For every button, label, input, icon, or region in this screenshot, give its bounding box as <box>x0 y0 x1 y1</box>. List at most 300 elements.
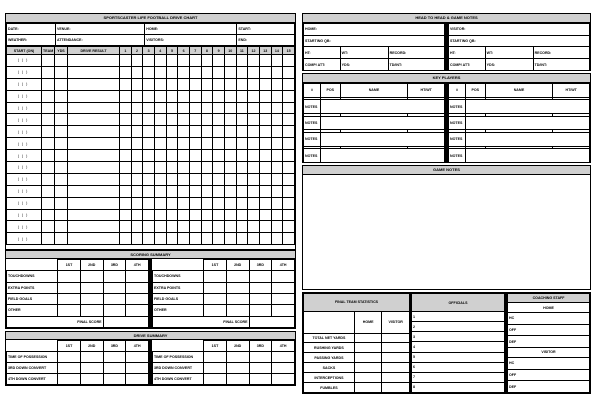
summary-cell[interactable] <box>58 293 81 304</box>
h2h-home-ht-field[interactable]: HT: <box>304 47 341 59</box>
drive-cell[interactable] <box>178 126 190 138</box>
final-stat-visitor-cell[interactable] <box>382 343 410 353</box>
drive-cell[interactable] <box>68 55 120 67</box>
drive-cell[interactable] <box>178 114 190 126</box>
drive-cell[interactable] <box>131 233 143 245</box>
drive-cell[interactable] <box>248 102 260 114</box>
drive-cell[interactable] <box>236 197 248 209</box>
drive-start-cell[interactable] <box>7 197 42 209</box>
drive-start-cell[interactable] <box>7 209 42 221</box>
drive-cell[interactable] <box>236 55 248 67</box>
drive-cell[interactable] <box>120 138 132 150</box>
drive-cell[interactable] <box>283 114 295 126</box>
h2h-visitor-yds-field[interactable]: YDS: <box>485 59 533 71</box>
final-stat-home-cell[interactable] <box>354 343 382 353</box>
drive-cell[interactable] <box>201 78 213 90</box>
drive-cell[interactable] <box>166 150 178 162</box>
summary-cell[interactable] <box>103 271 126 282</box>
drive-cell[interactable] <box>213 114 225 126</box>
drive-cell[interactable] <box>248 233 260 245</box>
drive-cell[interactable] <box>131 78 143 90</box>
attendance-field[interactable]: ATTENDANCE: <box>55 35 144 46</box>
final-stat-visitor-cell[interactable] <box>382 383 410 393</box>
drive-start-cell[interactable] <box>7 90 42 102</box>
drive-cell[interactable] <box>283 209 295 221</box>
drive-start-cell[interactable] <box>7 114 42 126</box>
h2h-visitor-tdint-field[interactable]: TD/INT: <box>533 59 589 71</box>
drive-cell[interactable] <box>236 126 248 138</box>
official-cell[interactable]: 8 <box>412 382 505 392</box>
drive-cell[interactable] <box>283 185 295 197</box>
h2h-home-qb-field[interactable]: STARTING QB: <box>304 35 445 47</box>
drive-cell[interactable] <box>166 162 178 174</box>
drive-cell[interactable] <box>143 138 155 150</box>
drive-cell[interactable] <box>189 221 201 233</box>
summary-cell[interactable] <box>103 305 126 316</box>
drive-cell[interactable] <box>143 66 155 78</box>
drive-cell[interactable] <box>42 138 55 150</box>
drive-start-cell[interactable] <box>7 173 42 185</box>
drive-cell[interactable] <box>120 150 132 162</box>
drive-cell[interactable] <box>120 78 132 90</box>
summary-cell[interactable] <box>126 363 149 374</box>
drive-cell[interactable] <box>55 233 68 245</box>
summary-cell[interactable] <box>272 363 295 374</box>
summary-cell[interactable] <box>226 293 249 304</box>
drive-cell[interactable] <box>224 78 236 90</box>
drive-cell[interactable] <box>201 55 213 67</box>
drive-cell[interactable] <box>283 233 295 245</box>
drive-cell[interactable] <box>42 90 55 102</box>
drive-cell[interactable] <box>154 102 166 114</box>
summary-cell[interactable] <box>249 363 272 374</box>
player-notes-cell[interactable] <box>465 100 589 114</box>
final-stat-visitor-cell[interactable] <box>382 333 410 343</box>
drive-cell[interactable] <box>201 185 213 197</box>
summary-cell[interactable] <box>58 352 81 363</box>
drive-cell[interactable] <box>143 209 155 221</box>
drive-cell[interactable] <box>248 114 260 126</box>
h2h-visitor-comp-field[interactable]: COMP/ ATT: <box>448 59 485 71</box>
drive-cell[interactable] <box>42 173 55 185</box>
drive-cell[interactable] <box>42 221 55 233</box>
drive-cell[interactable] <box>189 233 201 245</box>
drive-cell[interactable] <box>224 114 236 126</box>
drive-cell[interactable] <box>42 197 55 209</box>
drive-cell[interactable] <box>166 221 178 233</box>
summary-cell[interactable] <box>249 282 272 293</box>
drive-cell[interactable] <box>236 173 248 185</box>
summary-cell[interactable] <box>126 293 149 304</box>
drive-cell[interactable] <box>259 150 271 162</box>
final-stat-home-cell[interactable] <box>354 383 382 393</box>
h2h-home-field[interactable]: HOME: <box>304 24 445 36</box>
drive-cell[interactable] <box>224 162 236 174</box>
drive-cell[interactable] <box>178 162 190 174</box>
drive-cell[interactable] <box>248 185 260 197</box>
drive-cell[interactable] <box>224 66 236 78</box>
drive-cell[interactable] <box>120 173 132 185</box>
drive-cell[interactable] <box>55 126 68 138</box>
drive-cell[interactable] <box>213 78 225 90</box>
player-notes-cell[interactable] <box>320 149 444 163</box>
official-cell[interactable]: 1 <box>412 312 505 322</box>
drive-cell[interactable] <box>236 138 248 150</box>
drive-cell[interactable] <box>213 102 225 114</box>
summary-cell[interactable] <box>204 352 227 363</box>
drive-cell[interactable] <box>166 209 178 221</box>
drive-cell[interactable] <box>271 102 283 114</box>
summary-cell[interactable] <box>103 363 126 374</box>
drive-start-cell[interactable] <box>7 185 42 197</box>
drive-cell[interactable] <box>131 114 143 126</box>
drive-cell[interactable] <box>283 126 295 138</box>
drive-cell[interactable] <box>120 221 132 233</box>
player-notes-cell[interactable] <box>320 100 444 114</box>
h2h-home-record-field[interactable]: RECORD: <box>388 47 444 59</box>
drive-cell[interactable] <box>143 197 155 209</box>
drive-cell[interactable] <box>201 221 213 233</box>
drive-cell[interactable] <box>189 197 201 209</box>
drive-cell[interactable] <box>143 90 155 102</box>
drive-cell[interactable] <box>236 162 248 174</box>
drive-cell[interactable] <box>68 102 120 114</box>
coaching-visitor-hc[interactable]: HC <box>508 357 590 369</box>
date-field[interactable]: DATE: <box>7 24 56 35</box>
official-cell[interactable]: 4 <box>412 342 505 352</box>
summary-cell[interactable] <box>80 363 103 374</box>
drive-cell[interactable] <box>178 233 190 245</box>
drive-cell[interactable] <box>131 55 143 67</box>
drive-cell[interactable] <box>120 114 132 126</box>
drive-cell[interactable] <box>271 209 283 221</box>
drive-cell[interactable] <box>131 138 143 150</box>
drive-cell[interactable] <box>166 138 178 150</box>
summary-cell[interactable] <box>272 293 295 304</box>
drive-cell[interactable] <box>201 150 213 162</box>
summary-cell[interactable] <box>58 271 81 282</box>
official-cell[interactable]: 2 <box>412 322 505 332</box>
venue-field[interactable]: VENUE: <box>55 24 144 35</box>
drive-cell[interactable] <box>283 55 295 67</box>
drive-cell[interactable] <box>189 138 201 150</box>
weather-field[interactable]: WEATHER: <box>7 35 56 46</box>
drive-cell[interactable] <box>55 66 68 78</box>
start-field[interactable]: START: <box>237 24 295 35</box>
drive-cell[interactable] <box>154 66 166 78</box>
drive-cell[interactable] <box>143 173 155 185</box>
drive-cell[interactable] <box>68 150 120 162</box>
drive-cell[interactable] <box>178 185 190 197</box>
drive-cell[interactable] <box>120 90 132 102</box>
drive-cell[interactable] <box>224 55 236 67</box>
drive-cell[interactable] <box>178 78 190 90</box>
drive-cell[interactable] <box>166 78 178 90</box>
drive-cell[interactable] <box>42 150 55 162</box>
drive-cell[interactable] <box>248 55 260 67</box>
drive-cell[interactable] <box>68 233 120 245</box>
drive-cell[interactable] <box>236 102 248 114</box>
drive-cell[interactable] <box>143 150 155 162</box>
drive-cell[interactable] <box>236 185 248 197</box>
drive-cell[interactable] <box>259 66 271 78</box>
drive-cell[interactable] <box>236 150 248 162</box>
drive-cell[interactable] <box>55 162 68 174</box>
drive-cell[interactable] <box>42 66 55 78</box>
h2h-home-yds-field[interactable]: YDS: <box>340 59 388 71</box>
drive-start-cell[interactable] <box>7 221 42 233</box>
drive-start-cell[interactable] <box>7 233 42 245</box>
drive-cell[interactable] <box>259 78 271 90</box>
summary-cell[interactable] <box>58 363 81 374</box>
visitors-field[interactable]: VISITORS: <box>145 35 237 46</box>
drive-cell[interactable] <box>201 197 213 209</box>
final-score-cell[interactable] <box>103 316 148 327</box>
drive-cell[interactable] <box>236 78 248 90</box>
summary-cell[interactable] <box>204 374 227 385</box>
drive-cell[interactable] <box>120 233 132 245</box>
drive-cell[interactable] <box>154 209 166 221</box>
drive-cell[interactable] <box>201 102 213 114</box>
final-stat-home-cell[interactable] <box>354 373 382 383</box>
h2h-visitor-qb-field[interactable]: STARTING QB: <box>448 35 589 47</box>
summary-cell[interactable] <box>80 293 103 304</box>
drive-cell[interactable] <box>120 55 132 67</box>
drive-cell[interactable] <box>55 90 68 102</box>
drive-cell[interactable] <box>55 78 68 90</box>
drive-cell[interactable] <box>55 55 68 67</box>
drive-cell[interactable] <box>154 55 166 67</box>
drive-cell[interactable] <box>283 102 295 114</box>
drive-cell[interactable] <box>131 66 143 78</box>
drive-start-cell[interactable] <box>7 66 42 78</box>
drive-cell[interactable] <box>143 233 155 245</box>
drive-cell[interactable] <box>55 209 68 221</box>
drive-cell[interactable] <box>189 185 201 197</box>
final-stat-home-cell[interactable] <box>354 353 382 363</box>
drive-cell[interactable] <box>248 197 260 209</box>
drive-cell[interactable] <box>236 221 248 233</box>
summary-cell[interactable] <box>58 305 81 316</box>
h2h-visitor-field[interactable]: VISITOR: <box>448 24 589 36</box>
official-cell[interactable]: 7 <box>412 372 505 382</box>
drive-start-cell[interactable] <box>7 102 42 114</box>
drive-cell[interactable] <box>189 209 201 221</box>
drive-cell[interactable] <box>224 233 236 245</box>
drive-cell[interactable] <box>271 55 283 67</box>
drive-cell[interactable] <box>236 90 248 102</box>
drive-cell[interactable] <box>201 126 213 138</box>
drive-cell[interactable] <box>68 90 120 102</box>
final-stat-visitor-cell[interactable] <box>382 373 410 383</box>
drive-cell[interactable] <box>42 78 55 90</box>
drive-cell[interactable] <box>271 114 283 126</box>
drive-cell[interactable] <box>213 66 225 78</box>
summary-cell[interactable] <box>249 305 272 316</box>
summary-cell[interactable] <box>204 363 227 374</box>
drive-cell[interactable] <box>248 209 260 221</box>
drive-cell[interactable] <box>271 221 283 233</box>
drive-cell[interactable] <box>248 138 260 150</box>
drive-cell[interactable] <box>42 233 55 245</box>
summary-cell[interactable] <box>126 352 149 363</box>
player-notes-cell[interactable] <box>465 149 589 163</box>
end-field[interactable]: END: <box>237 35 295 46</box>
summary-cell[interactable] <box>103 293 126 304</box>
drive-cell[interactable] <box>166 114 178 126</box>
drive-cell[interactable] <box>166 185 178 197</box>
drive-cell[interactable] <box>189 150 201 162</box>
h2h-home-comp-field[interactable]: COMP/ ATT: <box>304 59 341 71</box>
drive-cell[interactable] <box>213 197 225 209</box>
drive-cell[interactable] <box>224 221 236 233</box>
drive-cell[interactable] <box>201 138 213 150</box>
drive-cell[interactable] <box>120 209 132 221</box>
drive-cell[interactable] <box>154 197 166 209</box>
drive-cell[interactable] <box>213 55 225 67</box>
drive-cell[interactable] <box>178 66 190 78</box>
drive-cell[interactable] <box>68 185 120 197</box>
drive-cell[interactable] <box>259 197 271 209</box>
drive-cell[interactable] <box>154 185 166 197</box>
h2h-visitor-record-field[interactable]: RECORD: <box>533 47 589 59</box>
drive-cell[interactable] <box>178 221 190 233</box>
h2h-visitor-wt-field[interactable]: WT: <box>485 47 533 59</box>
drive-cell[interactable] <box>178 138 190 150</box>
drive-cell[interactable] <box>283 197 295 209</box>
drive-cell[interactable] <box>259 126 271 138</box>
drive-cell[interactable] <box>55 114 68 126</box>
drive-cell[interactable] <box>248 78 260 90</box>
drive-start-cell[interactable] <box>7 126 42 138</box>
drive-cell[interactable] <box>143 162 155 174</box>
drive-cell[interactable] <box>143 185 155 197</box>
summary-cell[interactable] <box>58 282 81 293</box>
drive-cell[interactable] <box>283 173 295 185</box>
drive-cell[interactable] <box>213 173 225 185</box>
drive-cell[interactable] <box>283 150 295 162</box>
summary-cell[interactable] <box>80 282 103 293</box>
drive-cell[interactable] <box>55 102 68 114</box>
drive-cell[interactable] <box>224 185 236 197</box>
drive-cell[interactable] <box>68 126 120 138</box>
drive-cell[interactable] <box>201 173 213 185</box>
drive-cell[interactable] <box>248 162 260 174</box>
drive-cell[interactable] <box>283 66 295 78</box>
drive-cell[interactable] <box>166 197 178 209</box>
drive-cell[interactable] <box>271 66 283 78</box>
summary-cell[interactable] <box>126 271 149 282</box>
drive-cell[interactable] <box>178 209 190 221</box>
drive-cell[interactable] <box>68 162 120 174</box>
drive-cell[interactable] <box>42 114 55 126</box>
drive-cell[interactable] <box>131 102 143 114</box>
summary-cell[interactable] <box>272 271 295 282</box>
drive-cell[interactable] <box>213 162 225 174</box>
summary-cell[interactable] <box>126 374 149 385</box>
drive-start-cell[interactable] <box>7 138 42 150</box>
drive-start-cell[interactable] <box>7 162 42 174</box>
official-cell[interactable]: 5 <box>412 352 505 362</box>
drive-cell[interactable] <box>143 114 155 126</box>
drive-cell[interactable] <box>55 150 68 162</box>
home-field[interactable]: HOME: <box>145 24 237 35</box>
drive-cell[interactable] <box>55 185 68 197</box>
drive-cell[interactable] <box>68 209 120 221</box>
official-cell[interactable]: 3 <box>412 332 505 342</box>
drive-cell[interactable] <box>248 66 260 78</box>
summary-cell[interactable] <box>103 374 126 385</box>
drive-cell[interactable] <box>143 126 155 138</box>
drive-cell[interactable] <box>201 162 213 174</box>
drive-cell[interactable] <box>259 221 271 233</box>
drive-cell[interactable] <box>224 173 236 185</box>
drive-cell[interactable] <box>224 209 236 221</box>
drive-cell[interactable] <box>236 209 248 221</box>
official-cell[interactable]: 6 <box>412 362 505 372</box>
drive-cell[interactable] <box>283 221 295 233</box>
drive-cell[interactable] <box>154 90 166 102</box>
drive-cell[interactable] <box>68 221 120 233</box>
drive-cell[interactable] <box>259 209 271 221</box>
drive-cell[interactable] <box>178 150 190 162</box>
drive-cell[interactable] <box>166 102 178 114</box>
summary-cell[interactable] <box>103 282 126 293</box>
drive-cell[interactable] <box>213 233 225 245</box>
drive-cell[interactable] <box>213 90 225 102</box>
drive-cell[interactable] <box>283 162 295 174</box>
drive-cell[interactable] <box>259 233 271 245</box>
drive-cell[interactable] <box>166 173 178 185</box>
drive-cell[interactable] <box>271 162 283 174</box>
drive-cell[interactable] <box>68 66 120 78</box>
summary-cell[interactable] <box>204 293 227 304</box>
summary-cell[interactable] <box>272 305 295 316</box>
drive-cell[interactable] <box>259 114 271 126</box>
drive-cell[interactable] <box>68 173 120 185</box>
drive-cell[interactable] <box>283 90 295 102</box>
drive-cell[interactable] <box>271 173 283 185</box>
drive-cell[interactable] <box>120 126 132 138</box>
drive-cell[interactable] <box>248 90 260 102</box>
summary-cell[interactable] <box>226 374 249 385</box>
drive-cell[interactable] <box>42 126 55 138</box>
summary-cell[interactable] <box>58 374 81 385</box>
drive-cell[interactable] <box>154 162 166 174</box>
drive-cell[interactable] <box>224 102 236 114</box>
drive-cell[interactable] <box>154 78 166 90</box>
drive-cell[interactable] <box>143 55 155 67</box>
drive-cell[interactable] <box>131 126 143 138</box>
drive-cell[interactable] <box>131 150 143 162</box>
drive-cell[interactable] <box>189 173 201 185</box>
drive-cell[interactable] <box>42 162 55 174</box>
drive-cell[interactable] <box>55 197 68 209</box>
drive-cell[interactable] <box>189 162 201 174</box>
drive-cell[interactable] <box>120 66 132 78</box>
drive-cell[interactable] <box>201 233 213 245</box>
coaching-home-hc[interactable]: HC <box>508 313 590 325</box>
drive-cell[interactable] <box>166 90 178 102</box>
summary-cell[interactable] <box>226 363 249 374</box>
drive-cell[interactable] <box>259 185 271 197</box>
drive-cell[interactable] <box>154 138 166 150</box>
drive-cell[interactable] <box>120 102 132 114</box>
drive-cell[interactable] <box>178 102 190 114</box>
final-score-cell[interactable] <box>249 316 294 327</box>
summary-cell[interactable] <box>249 293 272 304</box>
summary-cell[interactable] <box>249 374 272 385</box>
